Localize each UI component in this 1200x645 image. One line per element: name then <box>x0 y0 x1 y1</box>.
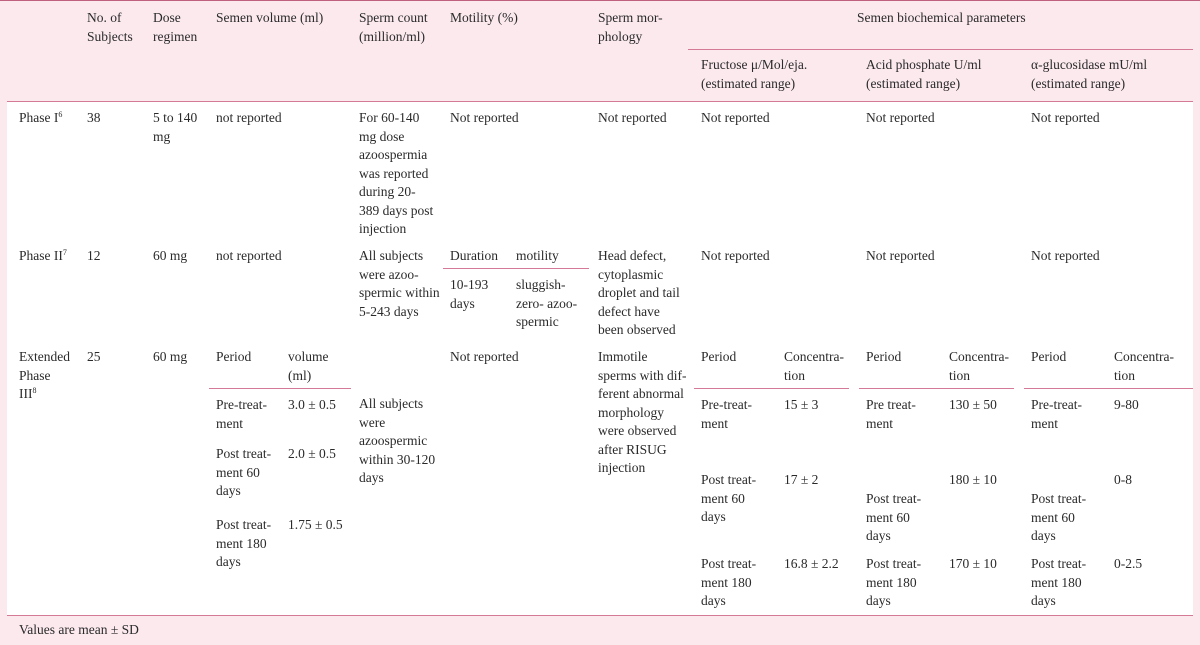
phase3-volume-value-3: 1.75 ± 0.5 <box>288 517 343 532</box>
phase1-acid: Not reported <box>866 110 935 125</box>
phase3-sperm-count: All subjects were azoospermic within 30-120 days <box>359 396 436 485</box>
phase1-morphology: Not reported <box>598 110 667 125</box>
header-acid-phosphate: Acid phosphate U/ml (estimated range) <box>866 57 982 91</box>
fructose-value-2: 17 ± 2 <box>784 472 819 487</box>
phase2-volume: not reported <box>216 248 282 263</box>
biochem-rule <box>688 49 1193 50</box>
phase3-volume-period-1: Pre-treat- ment <box>216 397 267 431</box>
glucosidase-value-3: 0-2.5 <box>1114 556 1143 571</box>
header-glucosidase: α-glucosidase mU/ml (estimated range) <box>1031 57 1148 91</box>
phase2-motility-duration-header: Duration <box>450 248 498 263</box>
glucosidase-concentration-header: Concentra- tion <box>1114 349 1174 383</box>
phase2-acid: Not reported <box>866 248 935 263</box>
phase1-glucosidase: Not reported <box>1031 110 1100 125</box>
header-biochemical: Semen biochemical parameters <box>857 10 1026 25</box>
acid-rule <box>859 388 1014 389</box>
phase3-volume-period-header: Period <box>216 349 252 364</box>
fructose-period-2: Post treat- ment 60 days <box>701 472 757 524</box>
footnote: Values are mean ± SD <box>19 622 139 637</box>
glucosidase-value-1: 9-80 <box>1114 397 1139 412</box>
phase2-motility-motility-header: motility <box>516 248 559 263</box>
phase2-motility-rule <box>443 268 589 269</box>
phase1-fructose: Not reported <box>701 110 770 125</box>
fructose-value-3: 16.8 ± 2.2 <box>784 556 839 571</box>
row-label-phase-3: Extended Phase III$^8$ <box>19 349 70 401</box>
header-subjects: No. of Subjects <box>87 10 133 44</box>
phase1-motility: Not reported <box>450 110 519 125</box>
glucosidase-value-2: 0-8 <box>1114 472 1132 487</box>
fructose-period-1: Pre-treat- ment <box>701 397 752 431</box>
glucosidase-period-header: Period <box>1031 349 1067 364</box>
phase1-sperm-count: For 60-140 mg dose azoospermia was reported during 20- 389 days post injection <box>359 110 434 236</box>
row-label-phase-2: Phase $II^7$ <box>19 248 67 263</box>
acid-value-3: 170 ± 10 <box>949 556 997 571</box>
fructose-concentration-header: Concentra- tion <box>784 349 844 383</box>
row-label-phase-1: Phase $I^6$ <box>19 110 63 125</box>
acid-value-1: 130 ± 50 <box>949 397 997 412</box>
footer-rule <box>7 615 1193 616</box>
phase1-dose: 5 to 140 mg <box>153 110 198 144</box>
acid-period-3: Post treat- ment 180 days <box>866 556 922 608</box>
phase2-glucosidase: Not reported <box>1031 248 1100 263</box>
glucosidase-period-1: Pre-treat- ment <box>1031 397 1082 431</box>
fructose-rule <box>694 388 849 389</box>
fructose-period-3: Post treat- ment 180 days <box>701 556 757 608</box>
glucosidase-period-2: Post treat- ment 60 days <box>1031 491 1087 543</box>
phase3-volume-rule <box>209 388 351 389</box>
phase3-volume-value-1: 3.0 ± 0.5 <box>288 397 336 412</box>
glucosidase-period-3: Post treat- ment 180 days <box>1031 556 1087 608</box>
phase3-volume-period-3: Post treat- ment 180 days <box>216 517 272 569</box>
header-volume: Semen volume (ml) <box>216 10 324 25</box>
acid-period-header: Period <box>866 349 902 364</box>
acid-period-2: Post treat- ment 60 days <box>866 491 922 543</box>
phase2-dose: 60 mg <box>153 248 188 263</box>
phase1-subjects: 38 <box>87 110 101 125</box>
fructose-period-header: Period <box>701 349 737 364</box>
acid-period-1: Pre treat- ment <box>866 397 916 431</box>
header-dose: Dose regimen <box>153 10 198 44</box>
phase3-volume-value-2: 2.0 ± 0.5 <box>288 446 336 461</box>
header-sperm-count: Sperm count (million/ml) <box>359 10 428 44</box>
phase3-volume-period-2: Post treat- ment 60 days <box>216 446 272 498</box>
header-rule <box>7 101 1193 102</box>
phase2-motility-duration: 10-193 days <box>450 277 489 311</box>
phase3-volume-value-header: volume (ml) <box>288 349 329 383</box>
header-morphology: Sperm mor- phology <box>598 10 663 44</box>
glucosidase-rule <box>1024 388 1193 389</box>
phase2-morphology: Head defect, cytoplasmic droplet and tail defect have been observed <box>598 248 680 337</box>
header-fructose: Fructose μ/Mol/eja. (estimated range) <box>701 57 808 91</box>
phase3-dose: 60 mg <box>153 349 188 364</box>
phase2-sperm-count: All subjects were azoo- spermic within 5-243 days <box>359 248 440 319</box>
fructose-value-1: 15 ± 3 <box>784 397 819 412</box>
header-motility: Motility (%) <box>450 10 518 25</box>
phase1-volume: not reported <box>216 110 282 125</box>
phase2-subjects: 12 <box>87 248 101 263</box>
phase3-morphology: Immotile sperms with dif- ferent abnormal morphology were observed after RISUG injection <box>598 349 687 475</box>
phase3-subjects: 25 <box>87 349 101 364</box>
phase2-fructose: Not reported <box>701 248 770 263</box>
phase2-motility-value: sluggish- zero- azoo- spermic <box>516 277 578 329</box>
phase3-motility: Not reported <box>450 349 519 364</box>
top-rule <box>0 0 1200 1</box>
acid-concentration-header: Concentra- tion <box>949 349 1009 383</box>
acid-value-2: 180 ± 10 <box>949 472 997 487</box>
